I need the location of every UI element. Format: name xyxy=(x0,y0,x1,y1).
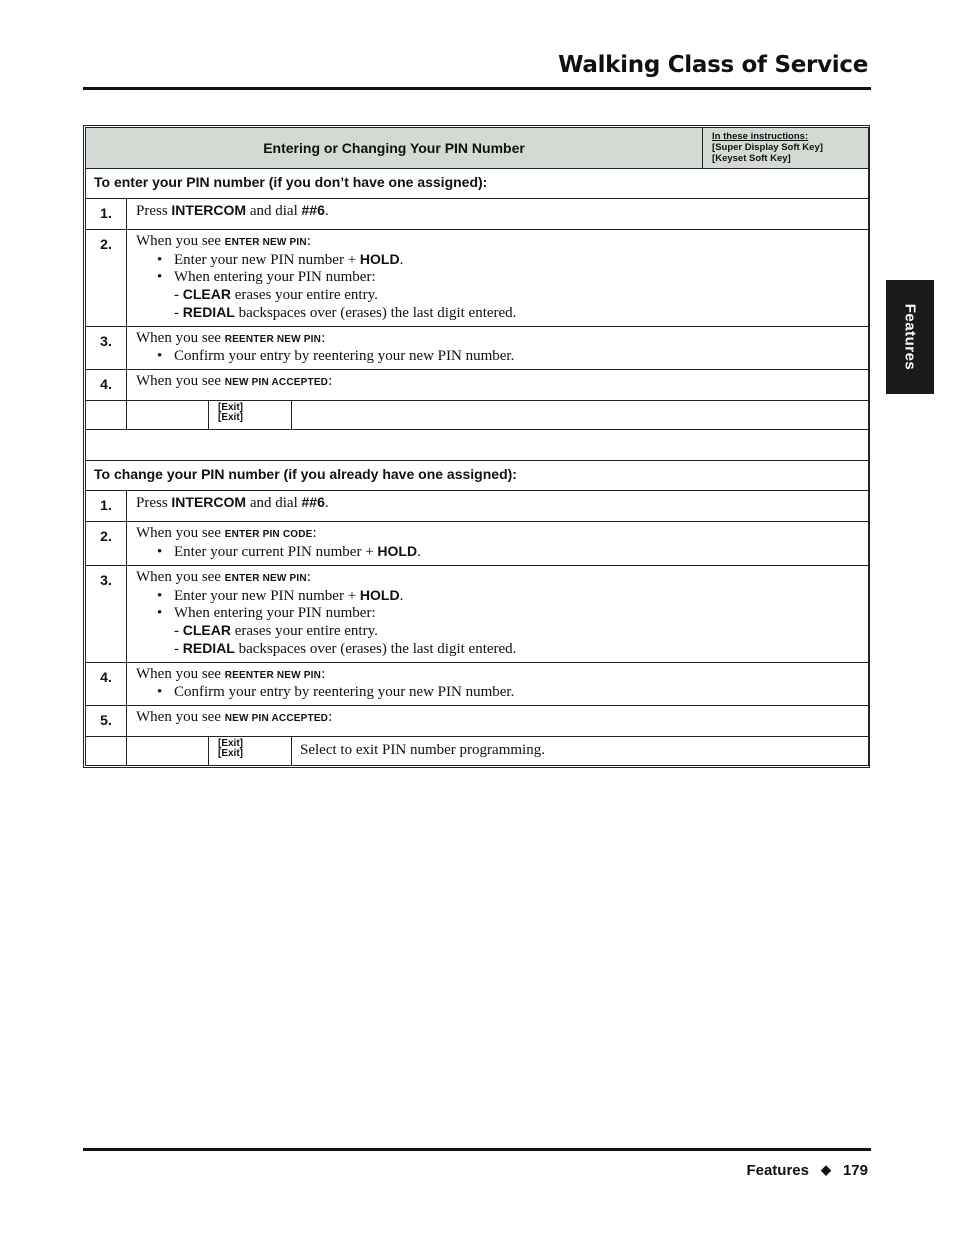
key-redial: REDIAL xyxy=(182,640,235,656)
page-title: Walking Class of Service xyxy=(558,52,868,78)
table-row xyxy=(86,199,869,230)
step-number: 3. xyxy=(86,566,127,663)
key-hold: HOLD xyxy=(377,543,418,559)
step-number: 4. xyxy=(86,663,127,706)
key-clear: CLEAR xyxy=(182,622,231,638)
step-number: 4. xyxy=(86,370,127,401)
soft-key-row xyxy=(86,737,869,766)
step-number: 3. xyxy=(86,327,127,370)
table-title: Entering or Changing Your PIN Number xyxy=(86,128,703,169)
key-hold: HOLD xyxy=(359,251,400,267)
soft-key-description xyxy=(292,401,869,430)
bullet: • xyxy=(157,544,163,560)
step-text: When you see ENTER NEW PIN: • Enter your new PIN number + HOLD. • When entering your PIN number: - CLEAR erases your entire entry. - REDIAL backspaces over (erases) the last digit entered. xyxy=(127,566,869,663)
bullet: • xyxy=(157,684,163,700)
table-header-row xyxy=(86,128,869,169)
key-redial: REDIAL xyxy=(182,304,235,320)
legend-line-2: [Super Display Soft Key] xyxy=(712,142,823,153)
table-row xyxy=(86,706,869,737)
key-clear: CLEAR xyxy=(182,286,231,302)
table-row xyxy=(86,230,869,327)
step-text: When you see NEW PIN ACCEPTED: xyxy=(127,706,869,737)
step-number: 1. xyxy=(86,199,127,230)
soft-key-description: Select to exit PIN number programming. xyxy=(292,737,869,766)
display-prompt: NEW PIN ACCEPTED xyxy=(224,713,329,724)
side-tab xyxy=(886,280,934,394)
display-prompt: NEW PIN ACCEPTED xyxy=(224,377,329,388)
table-row xyxy=(86,327,869,370)
table-row xyxy=(86,370,869,401)
page-footer xyxy=(746,1162,868,1179)
soft-key-exit: [Exit] [Exit] xyxy=(209,401,292,430)
footer-section: Features xyxy=(746,1162,809,1179)
spacer-row xyxy=(86,430,869,461)
key-intercom: INTERCOM xyxy=(171,494,247,510)
step-text: When you see REENTER NEW PIN: • Confirm your entry by reentering your new PIN number. xyxy=(127,663,869,706)
legend-line-1: In these instructions: xyxy=(712,131,809,142)
instructions-table-frame xyxy=(83,125,870,768)
step-number: 2. xyxy=(86,230,127,327)
footer-rule xyxy=(83,1148,871,1151)
dial-code: ##6 xyxy=(301,202,325,218)
section-heading-enter: To enter your PIN number (if you don’t have one assigned): xyxy=(86,169,869,199)
side-tab-label: Features xyxy=(901,303,919,371)
step-text: When you see ENTER NEW PIN: • Enter your new PIN number + HOLD. • When entering your PIN number: - CLEAR erases your entire entry. - REDIAL backspaces over (erases) the last digit entered. xyxy=(127,230,869,327)
display-prompt: REENTER NEW PIN xyxy=(224,670,322,681)
page-number: 179 xyxy=(842,1162,868,1179)
bullet: • xyxy=(157,269,163,285)
bullet: • xyxy=(157,588,163,604)
table-row xyxy=(86,663,869,706)
step-number: 1. xyxy=(86,491,127,522)
instructions-table xyxy=(85,127,869,766)
display-prompt: ENTER NEW PIN xyxy=(224,237,307,248)
display-prompt: ENTER NEW PIN xyxy=(224,573,307,584)
step-text: When you see NEW PIN ACCEPTED: xyxy=(127,370,869,401)
step-text: When you see REENTER NEW PIN: • Confirm your entry by reentering your new PIN number. xyxy=(127,327,869,370)
bullet: • xyxy=(157,605,163,621)
table-row xyxy=(86,566,869,663)
section-heading-change: To change your PIN number (if you already have one assigned): xyxy=(86,461,869,491)
soft-key-legend xyxy=(703,128,869,169)
header-rule xyxy=(83,87,871,90)
bullet: • xyxy=(157,348,163,364)
bullet: • xyxy=(157,252,163,268)
soft-key-row xyxy=(86,401,869,430)
dial-code: ##6 xyxy=(301,494,325,510)
diamond-icon: ◆ xyxy=(820,1162,831,1177)
table-row xyxy=(86,522,869,566)
step-text: Press INTERCOM and dial ##6. xyxy=(127,491,869,522)
table-row xyxy=(86,491,869,522)
display-prompt: ENTER PIN CODE xyxy=(224,529,313,540)
soft-key-exit: [Exit] [Exit] xyxy=(209,737,292,766)
step-text: Press INTERCOM and dial ##6. xyxy=(127,199,869,230)
key-intercom: INTERCOM xyxy=(171,202,247,218)
key-hold: HOLD xyxy=(359,587,400,603)
legend-line-3: [Keyset Soft Key] xyxy=(712,153,791,164)
step-number: 2. xyxy=(86,522,127,566)
display-prompt: REENTER NEW PIN xyxy=(224,334,322,345)
step-text: When you see ENTER PIN CODE: • Enter your current PIN number + HOLD. xyxy=(127,522,869,566)
step-number: 5. xyxy=(86,706,127,737)
